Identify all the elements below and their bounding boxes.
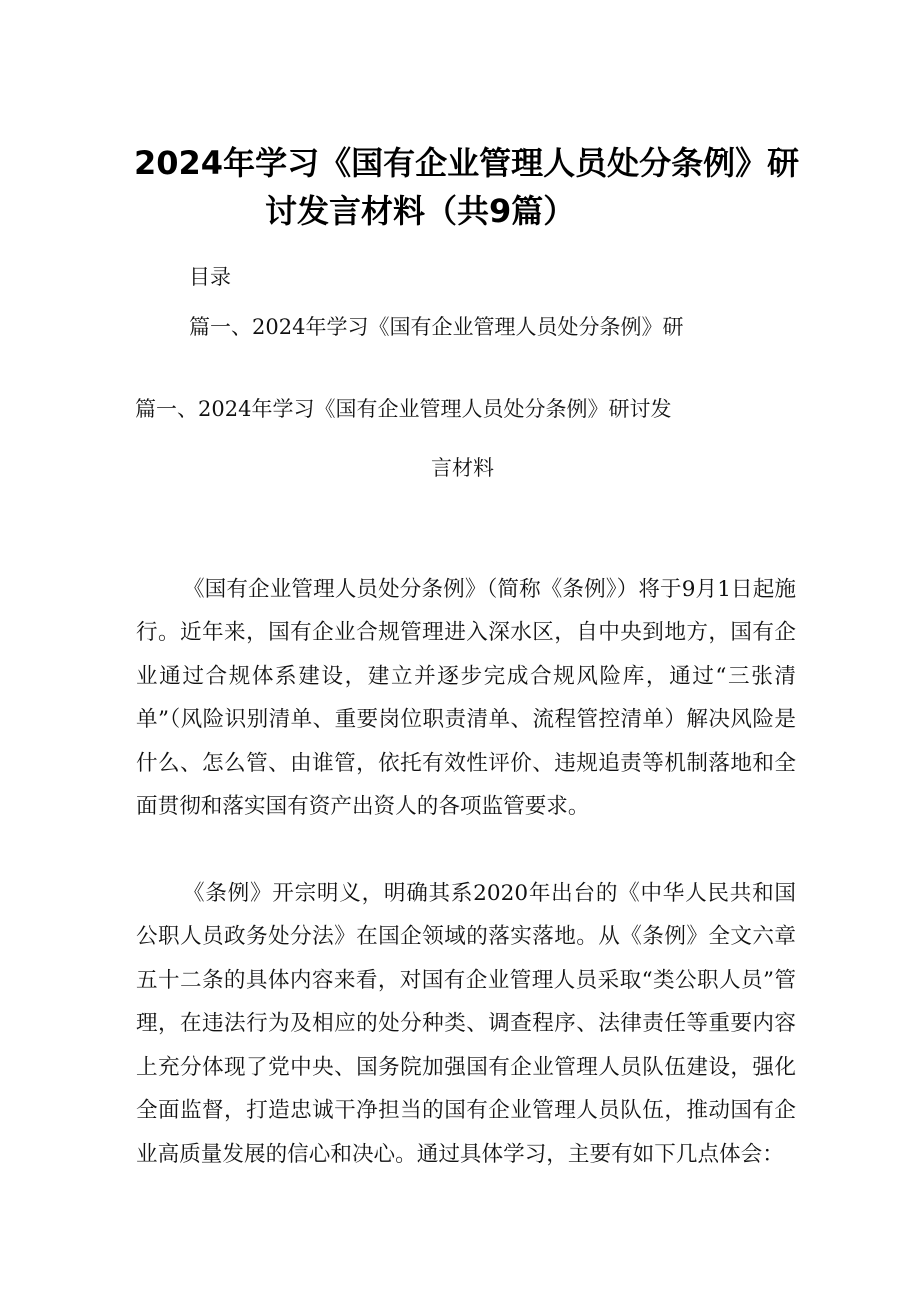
body-paragraph: 《条例》开宗明义，明确其系2020年出台的《中华人民共和国公职人员政务处分法》在国企领域的落实落地。从《条例》全文六章五十二条的具体内容来看，对国有企业管理人员采取“类公职人员”管理，在违法行为及相应的处分种类、调查程序、法律责任等重要内容上充分体现了党中央、国务院加强国有企业管理人员队伍建设，强化全面监督，打造忠诚干净担当的国有企业管理人员队伍，推动国有企业高质量发展的信心和决心。通过具体学习，主要有如下几点体会： [136, 880, 796, 1167]
toc-item[interactable]: 篇一、2024年学习《国有企业管理人员处分条例》研 [189, 315, 684, 339]
section-heading-line-2: 言材料 [431, 456, 494, 480]
document-title-line-2: 讨发言材料（共9篇） [265, 192, 576, 230]
section-heading-line-1: 篇一、2024年学习《国有企业管理人员处分条例》研讨发 [135, 397, 672, 421]
body-paragraph: 《国有企业管理人员处分条例》（简称《条例》）将于9月1日起施行。近年来，国有企业合规管理进入深水区，自中央到地方，国有企业通过合规体系建设，建立并逐步完成合规风险库，通过“三张清单”（风险识别清单、重要岗位职责清单、流程管控清单）解决风险是什么、怎么管、由谁管，依托有效性评价、违规追责等机制落地和全面贯彻和落实国有资产出资人的各项监管要求。 [136, 576, 796, 820]
document-title-line-1: 2024年学习《国有企业管理人员处分条例》研 [134, 144, 800, 182]
toc-label: 目录 [189, 265, 231, 289]
